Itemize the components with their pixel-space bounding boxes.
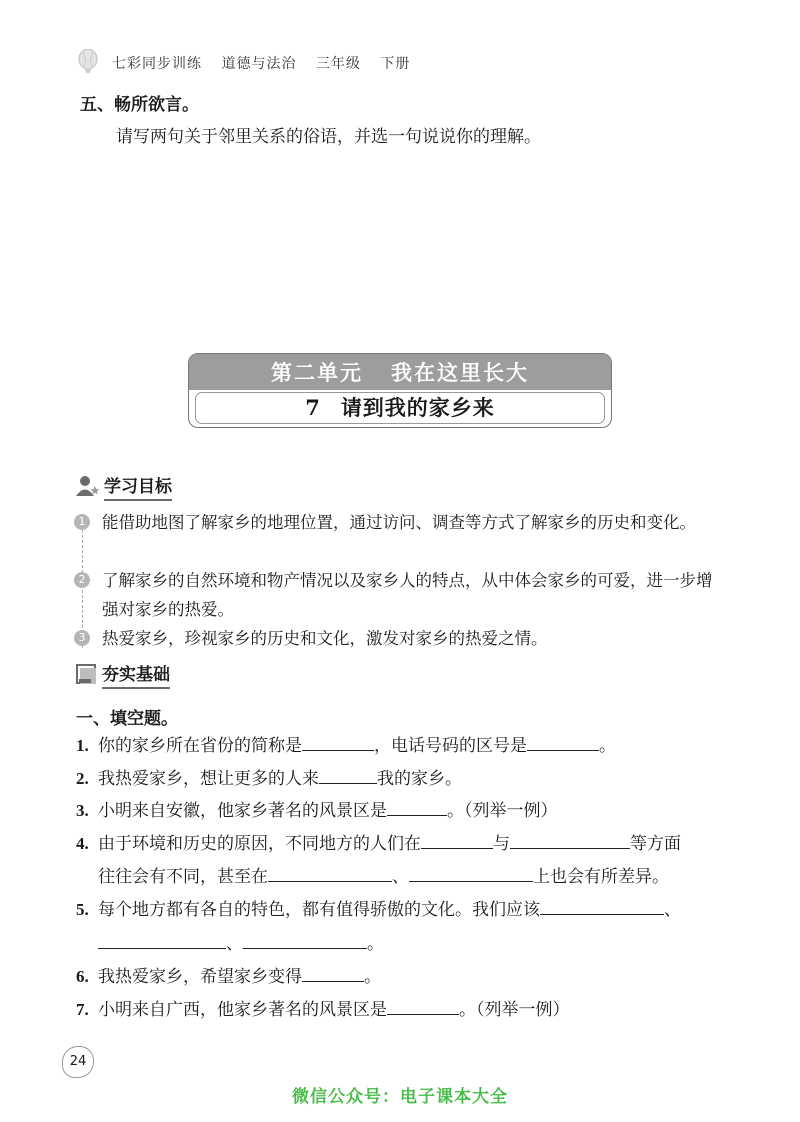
lesson-title: 请到我的家乡来 xyxy=(340,395,495,420)
answer-blank[interactable] xyxy=(302,732,374,751)
goal-item: 了解家乡的自然环境和物产情况以及家乡人的特点，从中体会家乡的可爱，进一步增强对家乡的热爱。 xyxy=(102,571,713,619)
answer-blank[interactable] xyxy=(421,830,493,849)
balloon-logo-icon xyxy=(76,49,100,77)
header-subject: 道德与法治 xyxy=(221,56,297,72)
goals-title: 学习目标 xyxy=(104,472,172,501)
unit-title: 我在这里长大 xyxy=(391,360,529,385)
question-number: 4. xyxy=(76,834,89,853)
answer-blank[interactable] xyxy=(510,830,630,849)
page-header xyxy=(76,50,424,76)
question-text: 小明来自安徽，他家乡著名的风景区是 xyxy=(98,801,387,821)
question-2 xyxy=(76,765,462,793)
question-number: 2. xyxy=(76,769,89,788)
section-five-title: 五、畅所欲言。 xyxy=(80,95,199,115)
question-text: 我热爱家乡，想让更多的人来 xyxy=(98,769,319,789)
basics-title: 夯实基础 xyxy=(102,660,170,689)
question-text: 你的家乡所在省份的简称是 xyxy=(98,736,302,756)
question-6 xyxy=(76,963,381,991)
question-text: 小明来自广西，他家乡著名的风景区是 xyxy=(98,1000,387,1020)
question-3 xyxy=(76,797,558,825)
header-series: 七彩同步训练 xyxy=(112,56,202,72)
page-number: 24 xyxy=(62,1046,94,1078)
answer-blank[interactable] xyxy=(387,797,447,816)
question-text: 、 xyxy=(226,934,243,954)
question-number: 1. xyxy=(76,736,89,755)
question-text: 往往会有不同，甚至在 xyxy=(98,867,268,887)
goals-heading xyxy=(76,472,172,500)
answer-blank[interactable] xyxy=(319,765,377,784)
answer-blank[interactable] xyxy=(302,963,364,982)
question-text: 每个地方都有各自的特色，都有值得骄傲的文化。我们应该 xyxy=(98,900,540,920)
answer-blank[interactable] xyxy=(268,863,392,882)
question-7 xyxy=(76,996,570,1024)
question-text: 等方面 xyxy=(630,834,681,854)
answer-blank[interactable] xyxy=(98,930,226,949)
unit-label: 第二单元 xyxy=(271,360,363,385)
answer-blank[interactable] xyxy=(409,863,533,882)
goal-number: 3 xyxy=(74,630,90,646)
question-text: 由于环境和历史的原因，不同地方的人们在 xyxy=(98,834,421,854)
goal-item: 能借助地图了解家乡的地理位置，通过访问、调查等方式了解家乡的历史和变化。 xyxy=(102,513,696,532)
lesson-number: 7 xyxy=(305,395,321,420)
question-text: 我的家乡。 xyxy=(377,769,462,789)
question-text: 、 xyxy=(392,867,409,887)
goal-number: 2 xyxy=(74,572,90,588)
answer-blank[interactable] xyxy=(243,930,367,949)
question-text: 。 xyxy=(367,934,384,954)
goal-item: 热爱家乡，珍视家乡的历史和文化，激发对家乡的热爱之情。 xyxy=(102,629,548,648)
fill-blank-title: 一、填空题。 xyxy=(76,709,178,729)
question-text: 、 xyxy=(664,900,681,920)
goal-number: 1 xyxy=(74,514,90,530)
answer-blank[interactable] xyxy=(540,896,664,915)
notebook-icon xyxy=(76,663,98,685)
learner-icon xyxy=(76,475,100,497)
question-5-cont xyxy=(98,930,384,958)
answer-blank[interactable] xyxy=(527,732,599,751)
footer-watermark: 微信公众号：电子课本大全 xyxy=(292,1087,508,1107)
section-five-question: 请写两句关于邻里关系的俗语，并选一句说说你的理解。 xyxy=(116,127,541,147)
unit-heading xyxy=(189,354,611,390)
answer-blank[interactable] xyxy=(387,996,459,1015)
question-text: 上也会有所差异。 xyxy=(533,867,669,887)
question-text: ，电话号码的区号是 xyxy=(374,736,527,756)
question-number: 3. xyxy=(76,801,89,820)
header-text xyxy=(112,53,424,73)
question-4-cont xyxy=(98,863,669,891)
question-text: 。 xyxy=(599,736,616,756)
question-text: 。（列举一例） xyxy=(447,801,558,821)
lesson-heading xyxy=(195,392,605,424)
unit-banner xyxy=(188,353,612,428)
question-text: 。 xyxy=(364,967,381,987)
header-grade: 三年级 xyxy=(315,56,361,72)
question-4 xyxy=(76,830,681,858)
header-volume: 下册 xyxy=(380,56,411,72)
question-number: 6. xyxy=(76,967,89,986)
question-1 xyxy=(76,732,616,760)
question-text: 。（列举一例） xyxy=(459,1000,570,1020)
question-text: 与 xyxy=(493,834,510,854)
question-number: 7. xyxy=(76,1000,89,1019)
question-text: 我热爱家乡，希望家乡变得 xyxy=(98,967,302,987)
question-5 xyxy=(76,896,681,924)
question-number: 5. xyxy=(76,900,89,919)
basics-heading xyxy=(76,660,170,688)
